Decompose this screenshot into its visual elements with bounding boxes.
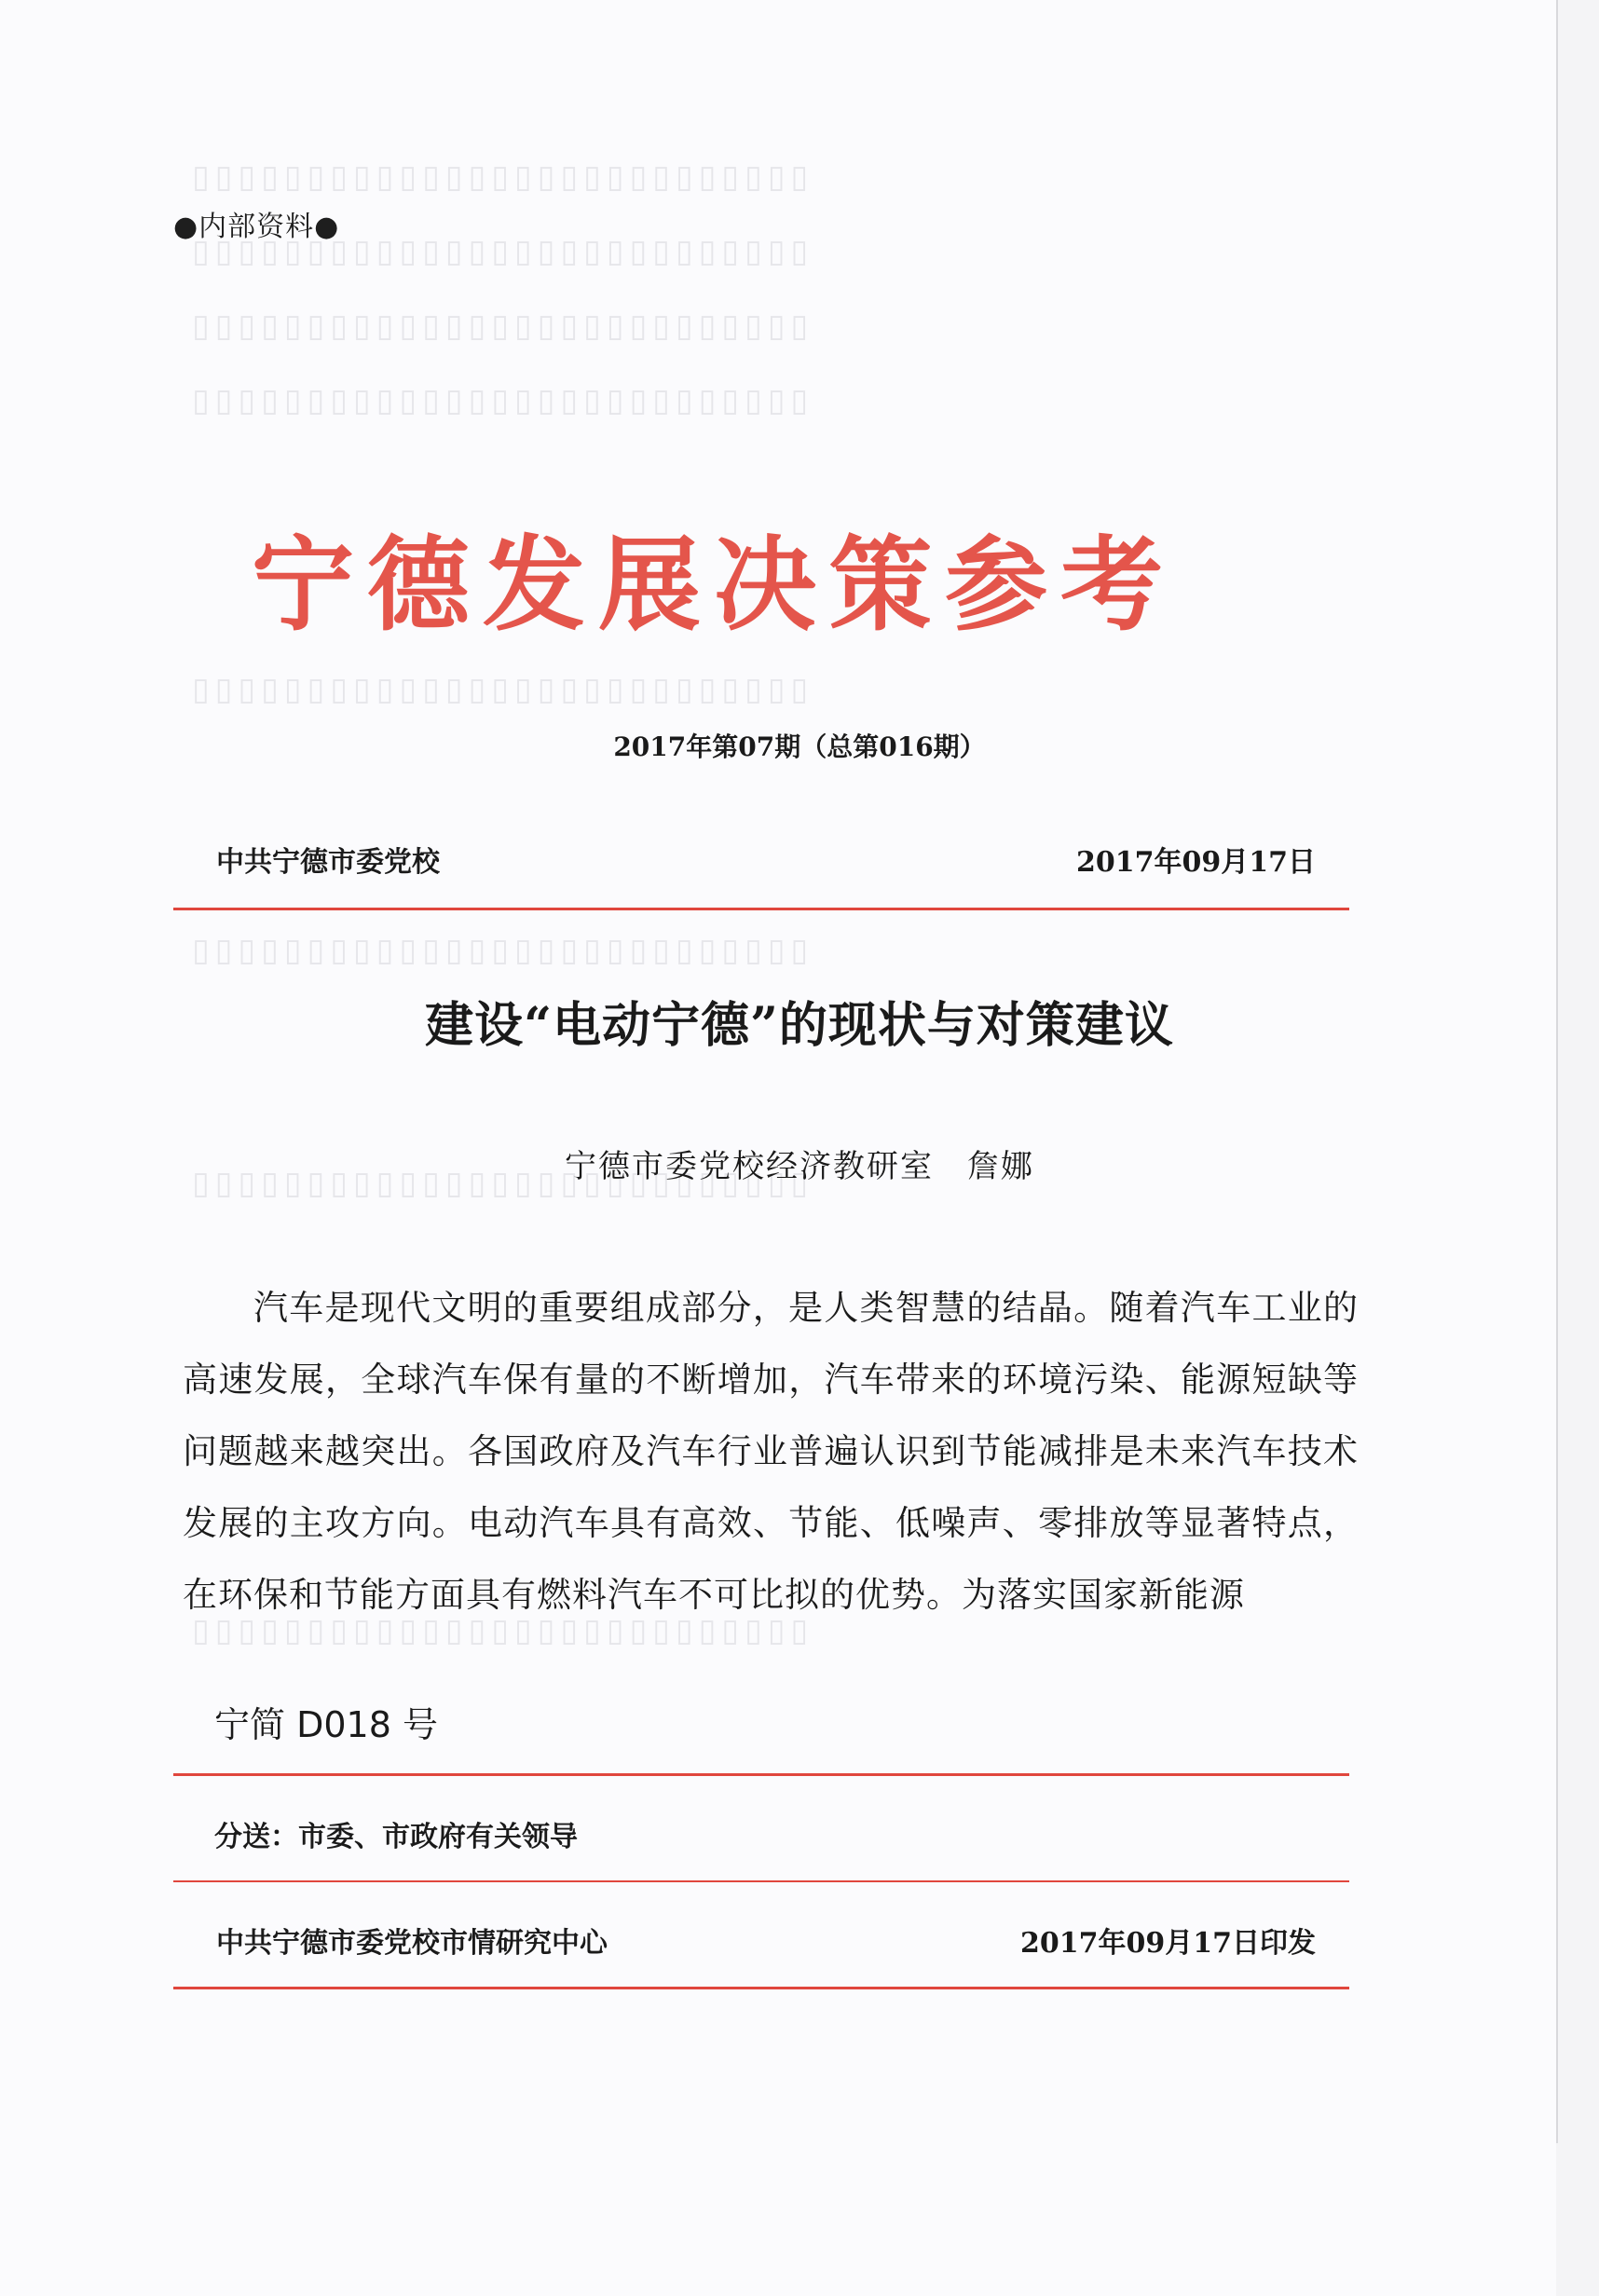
bleed-through-text: ▯▯▯▯▯▯▯▯▯▯▯▯▯▯▯▯▯▯▯▯▯▯▯▯▯▯▯ bbox=[186, 671, 809, 708]
page-edge bbox=[1556, 0, 1558, 2143]
bleed-through-text: ▯▯▯▯▯▯▯▯▯▯▯▯▯▯▯▯▯▯▯▯▯▯▯▯▯▯▯ bbox=[186, 932, 809, 969]
article-byline: 宁德市委党校经济教研室 詹娜 bbox=[565, 1148, 1034, 1185]
bleed-through-text: ▯▯▯▯▯▯▯▯▯▯▯▯▯▯▯▯▯▯▯▯▯▯▯▯▯▯▯ bbox=[186, 382, 809, 419]
article-paragraph: 汽车是现代文明的重要组成部分，是人类智慧的结晶。随着汽车工业的高速发展，全球汽车保有量的不断增加，汽车带来的环境污染、能源短缺等问题越来越突出。各国政府及汽车行业普遍认识到节能减排是未来汽车技术发展的主攻方向。电动汽车具有高效、节能、低噪声、零排放等显著特点，在环保和节能方面具有燃料汽车不可比拟的优势。为落实国家新能源 bbox=[183, 1288, 1359, 1615]
bleed-through-text: ▯▯▯▯▯▯▯▯▯▯▯▯▯▯▯▯▯▯▯▯▯▯▯▯▯▯▯ bbox=[186, 233, 809, 270]
issuer-name: 中共宁德市委党校市情研究中心 bbox=[216, 1927, 608, 1960]
issue-number: 2017年第07期（总第016期） bbox=[613, 731, 986, 762]
classification-label: ●内部资料● bbox=[173, 211, 340, 243]
bleed-through-text: ▯▯▯▯▯▯▯▯▯▯▯▯▯▯▯▯▯▯▯▯▯▯▯▯▯▯▯ bbox=[186, 1612, 809, 1649]
document-number: 宁简 D018 号 bbox=[214, 1704, 438, 1745]
publisher-name: 中共宁德市委党校 bbox=[216, 846, 440, 879]
issuer-row bbox=[216, 1920, 1316, 1961]
footer-divider-bottom bbox=[173, 1987, 1349, 1989]
publish-date: 2017年09月17日 bbox=[1076, 846, 1316, 879]
footer-divider-top bbox=[173, 1773, 1349, 1776]
issue-date: 2017年09月17日印发 bbox=[1020, 1927, 1316, 1960]
masthead-title: 宁德发展决策参考 bbox=[252, 525, 1176, 645]
publisher-row bbox=[216, 839, 1316, 880]
distribution-list: 分送：市委、市政府有关领导 bbox=[214, 1821, 578, 1853]
article-title: 建设“电动宁德”的现状与对策建议 bbox=[425, 997, 1174, 1054]
header-divider bbox=[173, 908, 1349, 910]
bleed-through-text: ▯▯▯▯▯▯▯▯▯▯▯▯▯▯▯▯▯▯▯▯▯▯▯▯▯▯▯ bbox=[186, 308, 809, 345]
footer-divider-middle bbox=[173, 1880, 1349, 1882]
bleed-through-text: ▯▯▯▯▯▯▯▯▯▯▯▯▯▯▯▯▯▯▯▯▯▯▯▯▯▯▯ bbox=[186, 158, 809, 196]
bleed-through-text: ▯▯▯▯▯▯▯▯▯▯▯▯▯▯▯▯▯▯▯▯▯▯▯▯▯▯▯ bbox=[186, 1165, 809, 1202]
